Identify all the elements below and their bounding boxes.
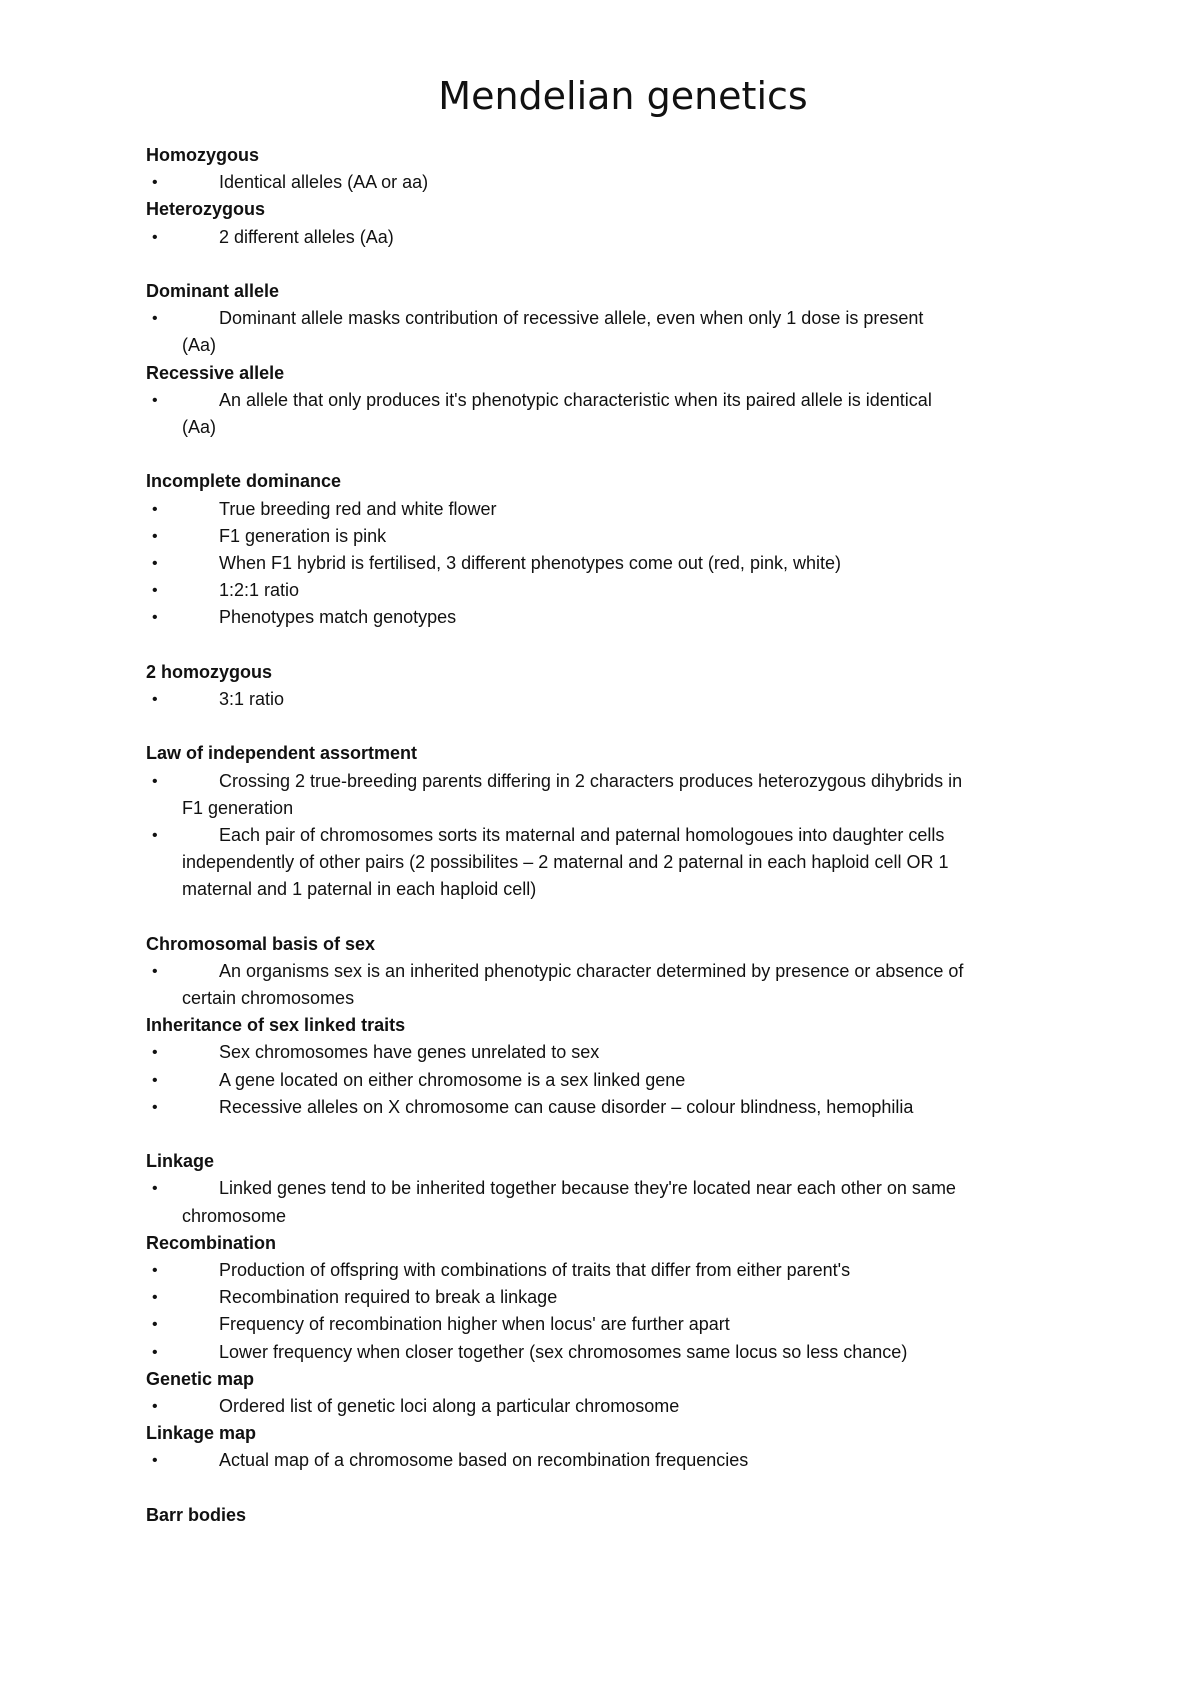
section: [146, 740, 1080, 903]
section-heading: Heterozygous: [146, 199, 266, 220]
list-item-text: Recessive alleles on X chromosome can cause disorder – colour blindness, hemophilia: [219, 1096, 914, 1117]
list-item: [146, 1257, 1080, 1284]
bullet-icon: •: [152, 962, 158, 980]
paragraph-spacer: [146, 441, 1080, 468]
bullet-icon: •: [152, 609, 158, 627]
bullet-list: [146, 1175, 1080, 1229]
section-heading: Dominant allele: [146, 280, 280, 301]
section: [146, 196, 1080, 250]
bullet-list: [146, 1257, 1080, 1366]
list-item: [146, 1094, 1080, 1121]
list-item-text: Recombination required to break a linkage: [219, 1287, 558, 1308]
list-item: [146, 224, 1080, 251]
list-item-text: Lower frequency when closer together (sex chromosomes same locus so less chance): [219, 1341, 908, 1362]
list-item-continuation: (Aa): [182, 416, 217, 437]
list-item-text: Ordered list of genetic loci along a particular chromosome: [219, 1396, 680, 1417]
paragraph-spacer: [146, 904, 1080, 931]
list-item-text: Each pair of chromosomes sorts its maternal and paternal homologoues into daughter cells: [219, 824, 945, 845]
bullet-icon: •: [152, 582, 158, 600]
bullet-icon: •: [152, 228, 158, 246]
paragraph-spacer: [146, 1475, 1080, 1502]
list-item: [146, 822, 1080, 904]
paragraph-spacer: [146, 1121, 1080, 1148]
list-item-text: When F1 hybrid is fertilised, 3 different phenotypes come out (red, pink, white): [219, 552, 841, 573]
list-item: [146, 523, 1080, 550]
paragraph-spacer: [146, 632, 1080, 659]
list-item-text: F1 generation is pink: [219, 525, 387, 546]
bullet-list: [146, 1039, 1080, 1121]
bullet-icon: •: [152, 554, 158, 572]
list-item: [146, 1175, 1080, 1229]
bullet-list: [146, 169, 1080, 196]
section: [146, 468, 1080, 631]
list-item-continuation: chromosome: [182, 1205, 287, 1226]
list-item: [146, 1311, 1080, 1338]
section: [146, 1230, 1080, 1366]
section: [146, 1012, 1080, 1121]
list-item-text: Production of offspring with combinations of traits that differ from either parent's: [219, 1260, 851, 1281]
bullet-icon: •: [152, 1262, 158, 1280]
bullet-icon: •: [152, 527, 158, 545]
bullet-list: [146, 387, 1080, 441]
list-item: [146, 577, 1080, 604]
list-item-text: Crossing 2 true-breeding parents differing in 2 characters produces heterozygous dihybrids in: [219, 770, 963, 791]
bullet-icon: •: [152, 1398, 158, 1416]
bullet-icon: •: [152, 1180, 158, 1198]
list-item-text: Dominant allele masks contribution of recessive allele, even when only 1 dose is present: [219, 308, 924, 329]
list-item-text: Sex chromosomes have genes unrelated to sex: [219, 1042, 600, 1063]
page-title: Mendelian genetics: [438, 74, 808, 118]
section-heading: Linkage map: [146, 1423, 257, 1444]
section: [146, 931, 1080, 1013]
bullet-icon: •: [152, 1289, 158, 1307]
list-item: [146, 604, 1080, 631]
list-item: [146, 387, 1080, 441]
list-item-continuation: F1 generation: [182, 797, 294, 818]
bullet-icon: •: [152, 1343, 158, 1361]
section-heading: Barr bodies: [146, 1504, 247, 1525]
section: [146, 659, 1080, 713]
section: [146, 142, 1080, 196]
section: [146, 1502, 1080, 1529]
list-item: [146, 1393, 1080, 1420]
section-heading: Linkage: [146, 1151, 215, 1172]
list-item-text: Linked genes tend to be inherited together because they're located near each other on same: [219, 1178, 956, 1199]
bullet-icon: •: [152, 1044, 158, 1062]
list-item: [146, 958, 1080, 1012]
bullet-icon: •: [152, 500, 158, 518]
bullet-list: [146, 496, 1080, 632]
list-item-continuation: (Aa): [182, 335, 217, 356]
list-item-text: A gene located on either chromosome is a sex linked gene: [219, 1069, 686, 1090]
bullet-icon: •: [152, 1071, 158, 1089]
bullet-list: [146, 958, 1080, 1012]
list-item-text: Frequency of recombination higher when locus' are further apart: [219, 1314, 730, 1335]
list-item-continuation: maternal and 1 paternal in each haploid cell): [182, 879, 537, 900]
bullet-icon: •: [152, 772, 158, 790]
list-item-text: Phenotypes match genotypes: [219, 607, 457, 628]
section: [146, 1420, 1080, 1474]
list-item-text: True breeding red and white flower: [219, 498, 497, 519]
section-heading: Inheritance of sex linked traits: [146, 1015, 406, 1036]
list-item-text: Identical alleles (AA or aa): [219, 172, 429, 193]
list-item: [146, 1284, 1080, 1311]
list-item: [146, 169, 1080, 196]
list-item-text: 1:2:1 ratio: [219, 580, 300, 601]
bullet-icon: •: [152, 1452, 158, 1470]
bullet-list: [146, 686, 1080, 713]
bullet-icon: •: [152, 174, 158, 192]
list-item-text: 2 different alleles (Aa): [219, 226, 394, 247]
paragraph-spacer: [146, 251, 1080, 278]
list-item: [146, 1339, 1080, 1366]
section-heading: Incomplete dominance: [146, 471, 342, 492]
document-body: [146, 142, 1080, 1529]
section: [146, 1366, 1080, 1420]
list-item: [146, 550, 1080, 577]
section-heading: Chromosomal basis of sex: [146, 933, 376, 954]
paragraph-spacer: [146, 713, 1080, 740]
bullet-icon: •: [152, 690, 158, 708]
bullet-icon: •: [152, 1098, 158, 1116]
bullet-list: [146, 224, 1080, 251]
bullet-list: [146, 1447, 1080, 1474]
list-item-text: An allele that only produces it's phenotypic characteristic when its paired allele is identical: [219, 389, 932, 410]
bullet-icon: •: [152, 310, 158, 328]
section: [146, 1148, 1080, 1230]
list-item-continuation: certain chromosomes: [182, 988, 355, 1009]
list-item-text: An organisms sex is an inherited phenotypic character determined by presence or absence of: [219, 960, 964, 981]
section: [146, 360, 1080, 442]
bullet-icon: •: [152, 391, 158, 409]
list-item: [146, 686, 1080, 713]
section-heading: Homozygous: [146, 145, 260, 165]
section-heading: Law of independent assortment: [146, 743, 418, 764]
list-item: [146, 1039, 1080, 1066]
section-heading: 2 homozygous: [146, 661, 273, 682]
section-heading: Genetic map: [146, 1368, 255, 1389]
bullet-list: [146, 768, 1080, 904]
section: [146, 278, 1080, 360]
list-item-text: 3:1 ratio: [219, 688, 285, 709]
bullet-list: [146, 305, 1080, 359]
list-item-continuation: independently of other pairs (2 possibilites – 2 maternal and 2 paternal in each haploid cell OR 1: [182, 852, 949, 873]
bullet-icon: •: [152, 1316, 158, 1334]
list-item: [146, 768, 1080, 822]
list-item-text: Actual map of a chromosome based on recombination frequencies: [219, 1450, 749, 1471]
list-item: [146, 305, 1080, 359]
section-heading: Recombination: [146, 1232, 277, 1253]
bullet-list: [146, 1393, 1080, 1420]
list-item: [146, 1447, 1080, 1474]
list-item: [146, 496, 1080, 523]
bullet-icon: •: [152, 826, 158, 844]
section-heading: Recessive allele: [146, 362, 285, 383]
list-item: [146, 1067, 1080, 1094]
